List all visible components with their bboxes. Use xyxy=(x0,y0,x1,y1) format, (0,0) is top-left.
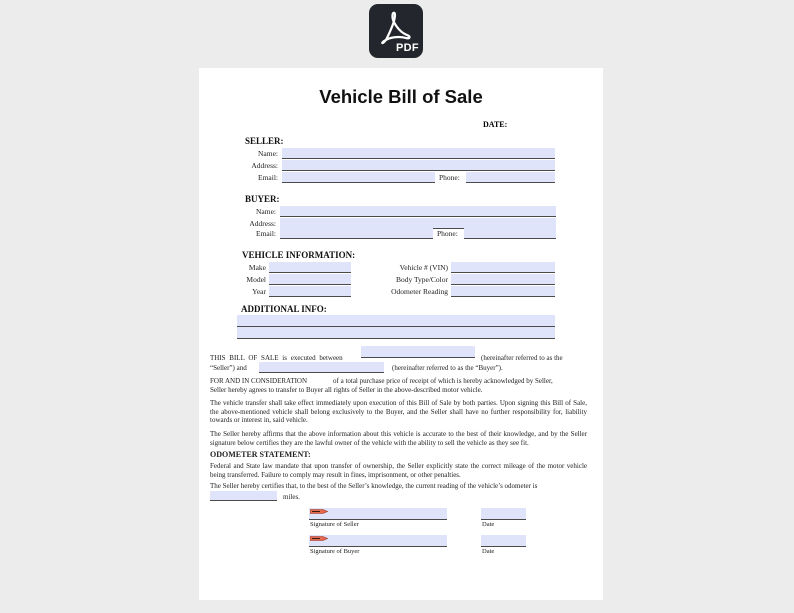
para1-text-c: “Seller”) and xyxy=(210,364,247,372)
vehicle-body-field[interactable] xyxy=(451,274,555,285)
pdf-label: PDF xyxy=(396,42,419,54)
buyer-signature-label: Signature of Buyer xyxy=(310,548,360,555)
vehicle-body-label: Body Type/Color xyxy=(395,275,448,284)
additional-heading: ADDITIONAL INFO: xyxy=(241,304,327,314)
vehicle-vin-label: Vehicle # (VIN) xyxy=(399,263,448,272)
seller-phone-field[interactable] xyxy=(466,172,555,183)
pdf-badge xyxy=(369,4,423,58)
vehicle-make-field[interactable] xyxy=(269,262,351,273)
sign-here-icon xyxy=(310,509,328,514)
seller-address-label: Address: xyxy=(251,161,278,170)
buyer-email-field[interactable] xyxy=(280,228,433,239)
para1-text-d: (hereinafter referred to as the “Buyer”). xyxy=(392,364,503,372)
odometer-heading: ODOMETER STATEMENT: xyxy=(210,450,311,459)
seller-email-field[interactable] xyxy=(282,172,435,183)
document-page xyxy=(199,68,603,600)
para4: The Seller hereby affirms that the above information about this vehicle is accurate to the best of their knowledge, and by the Seller signature below certifies they are the lawful owner of the vehicle with the ability to sell the vehicle as they see fit. xyxy=(210,430,587,447)
seller-date-field[interactable] xyxy=(481,508,526,520)
para2-text-b: of a total purchase price of receipt of which is hereby acknowledged by Seller, xyxy=(333,377,553,385)
buyer-heading: BUYER: xyxy=(245,194,280,204)
vehicle-year-field[interactable] xyxy=(269,286,351,297)
para1-text-b: (hereinafter referred to as the xyxy=(481,354,563,362)
buyer-name-field[interactable] xyxy=(280,206,556,217)
seller-name-field[interactable] xyxy=(282,148,555,159)
buyer-date-label: Date xyxy=(482,548,495,555)
para1-text-a: THIS BILL OF SALE is executed between xyxy=(210,354,343,362)
seller-signature-field[interactable] xyxy=(309,508,447,520)
document-title: Vehicle Bill of Sale xyxy=(319,86,483,107)
seller-address-field[interactable] xyxy=(282,160,555,171)
vehicle-odometer-field[interactable] xyxy=(451,286,555,297)
buyer-address-label: Address: xyxy=(249,219,276,228)
buyer-phone-label: Phone: xyxy=(437,229,458,238)
seller-name-label: Name: xyxy=(258,149,278,158)
para6: The Seller hereby certifies that, to the best of the Seller’s knowledge, the current reading of the vehicle’s odometer is xyxy=(210,482,538,490)
additional-field-line2[interactable] xyxy=(237,327,555,339)
seller-email-label: Email: xyxy=(258,173,278,182)
buyer-date-field[interactable] xyxy=(481,535,526,547)
seller-party-field[interactable] xyxy=(361,346,475,358)
sign-here-icon xyxy=(310,536,328,541)
para2-text-c: Seller hereby agrees to transfer to Buyer all rights of Seller in the above-described motor vehicle. xyxy=(210,386,483,394)
para5: Federal and State law mandate that upon transfer of ownership, the Seller explicitly state the correct mileage of the motor vehicle being transferred. Failure to comply may result in fines, imprisonment, or other penalties. xyxy=(210,462,587,479)
vehicle-model-field[interactable] xyxy=(269,274,351,285)
buyer-phone-field[interactable] xyxy=(464,228,556,239)
vehicle-heading: VEHICLE INFORMATION: xyxy=(242,250,356,260)
buyer-party-field[interactable] xyxy=(259,362,384,373)
vehicle-model-label: Model xyxy=(246,275,266,284)
date-label: DATE: xyxy=(483,120,508,129)
additional-field-line1[interactable] xyxy=(237,315,555,327)
vehicle-vin-field[interactable] xyxy=(451,262,555,273)
vehicle-year-label: Year xyxy=(252,287,266,296)
vehicle-make-label: Make xyxy=(248,263,266,272)
miles-label: miles. xyxy=(283,493,300,501)
buyer-signature-field[interactable] xyxy=(309,535,447,547)
para2-text-a: FOR AND IN CONSIDERATION xyxy=(210,377,308,385)
buyer-email-label: Email: xyxy=(256,229,276,238)
vehicle-odometer-label: Odometer Reading xyxy=(391,287,448,296)
para3: The vehicle transfer shall take effect immediately upon execution of this Bill of Sale by both parties. Upon signing this Bill of Sale, the above-mentioned vehicle shall belong exclusively to the Buyer, and the Seller shall have no further responsibility for, liability towards or interest in, said vehicle. xyxy=(210,399,587,425)
seller-heading: SELLER: xyxy=(245,136,284,146)
seller-date-label: Date xyxy=(482,521,495,528)
seller-phone-label: Phone: xyxy=(439,173,460,182)
odometer-miles-field[interactable] xyxy=(210,491,277,501)
seller-signature-label: Signature of Seller xyxy=(310,521,359,528)
buyer-name-label: Name: xyxy=(256,207,276,216)
